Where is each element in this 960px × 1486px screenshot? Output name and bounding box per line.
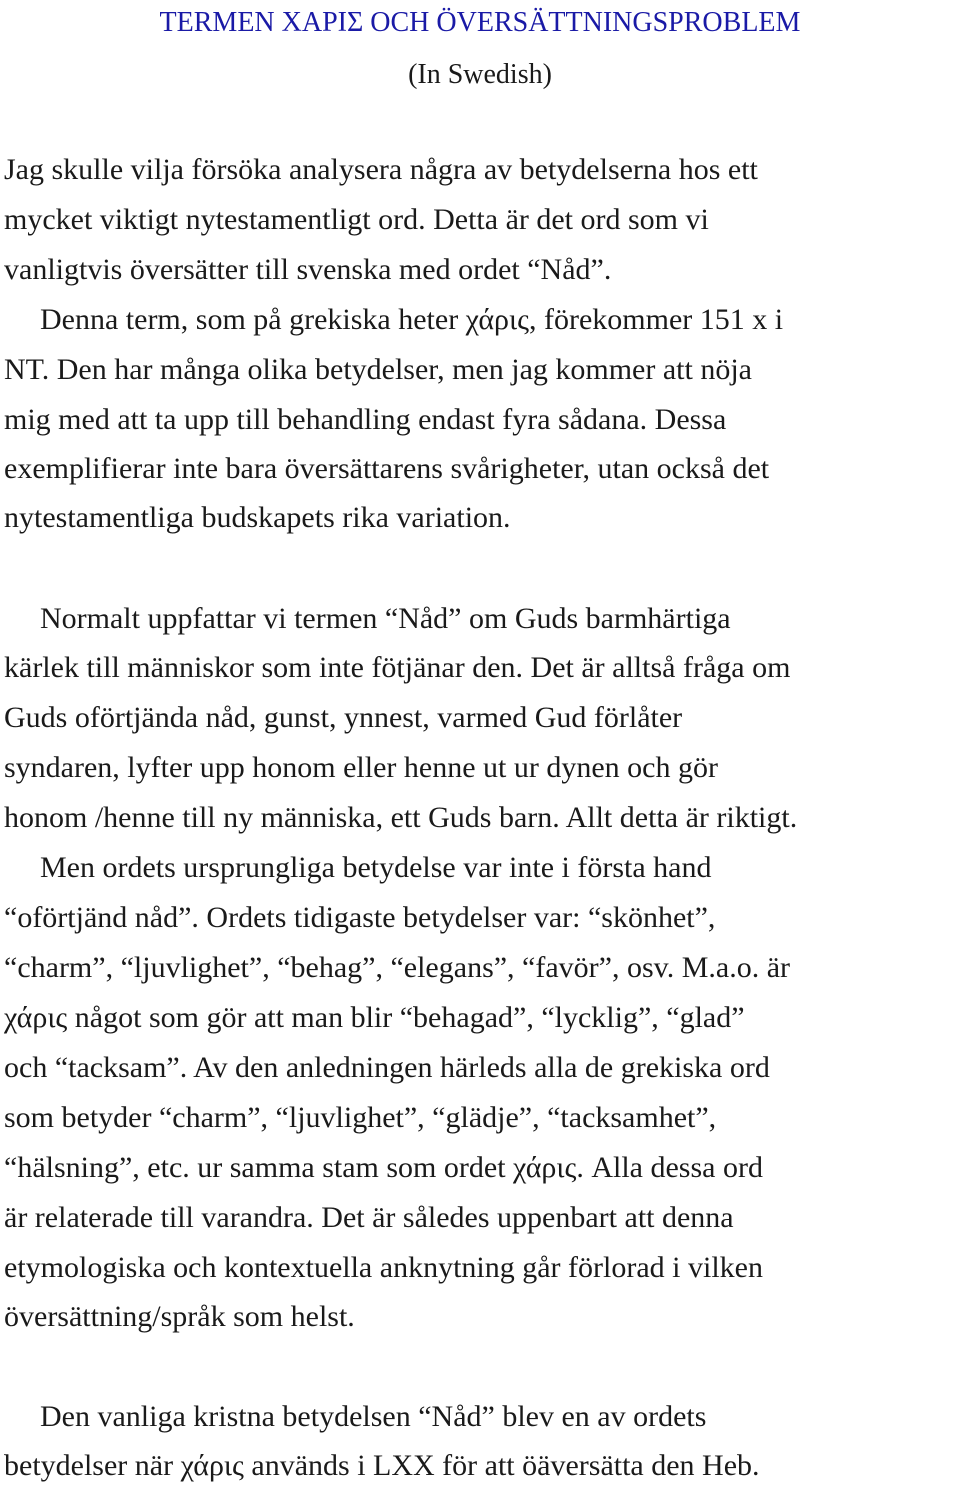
text-line: betydelser när χάρις används i LXX för att öäversätta den Heb. [4,1449,760,1482]
text-line: kärlek till människor som inte fötjänar den. Det är alltså fråga om [4,651,791,684]
text-line: Den vanliga kristna betydelsen “Nåd” blev en av ordets [40,1400,707,1433]
text-line: och “tacksam”. Av den anledningen härleds alla de grekiska ord [4,1051,770,1084]
document-title: TERMEN ΧΑΡΙΣ OCH ÖVERSÄTTNINGSPROBLEM [159,7,801,38]
text-line: nytestamentliga budskapets rika variation. [4,501,511,534]
text-line: “charm”, “ljuvlighet”, “behag”, “elegans”, “favör”, osv. M.a.o. är [4,951,791,984]
text-line: NT. Den har många olika betydelser, men jag kommer att nöja [4,353,752,386]
text-line: Men ordets ursprungliga betydelse var inte i första hand [40,851,712,884]
text-line: är relaterade till varandra. Det är således uppenbart att denna [4,1201,734,1234]
text-line: mycket viktigt nytestamentligt ord. Detta är det ord som vi [4,203,709,236]
text-line: Denna term, som på grekiska heter χάρις, förekommer 151 x i [40,303,784,336]
text-line: syndaren, lyfter upp honom eller henne ut ur dynen och gör [4,751,718,784]
document-subtitle: (In Swedish) [408,59,552,90]
text-line: etymologiska och kontextuella anknytning går förlorad i vilken [4,1251,763,1284]
text-line: som betyder “charm”, “ljuvlighet”, “glädje”, “tacksamhet”, [4,1101,717,1134]
text-line: χάρις något som gör att man blir “behagad”, “lycklig”, “glad” [4,1001,745,1034]
text-line: honom /henne till ny människa, ett Guds barn. Allt detta är riktigt. [4,801,798,834]
text-line: “hälsning”, etc. ur samma stam som ordet χάρις. Alla dessa ord [4,1151,763,1184]
text-line: översättning/språk som helst. [4,1300,355,1333]
text-line: exemplifierar inte bara översättarens svårigheter, utan också det [4,452,770,485]
text-line: mig med att ta upp till behandling endast fyra sådana. Dessa [4,403,727,436]
text-line: Guds oförtjända nåd, gunst, ynnest, varmed Gud förlåter [4,701,683,734]
text-line: Normalt uppfattar vi termen “Nåd” om Guds barmhärtiga [40,602,731,635]
text-line: “oförtjänd nåd”. Ordets tidigaste betydelser var: “skönhet”, [4,901,716,934]
text-line: Jag skulle vilja försöka analysera några av betydelserna hos ett [4,153,758,186]
text-line: vanligtvis översätter till svenska med ordet “Nåd”. [4,253,612,286]
